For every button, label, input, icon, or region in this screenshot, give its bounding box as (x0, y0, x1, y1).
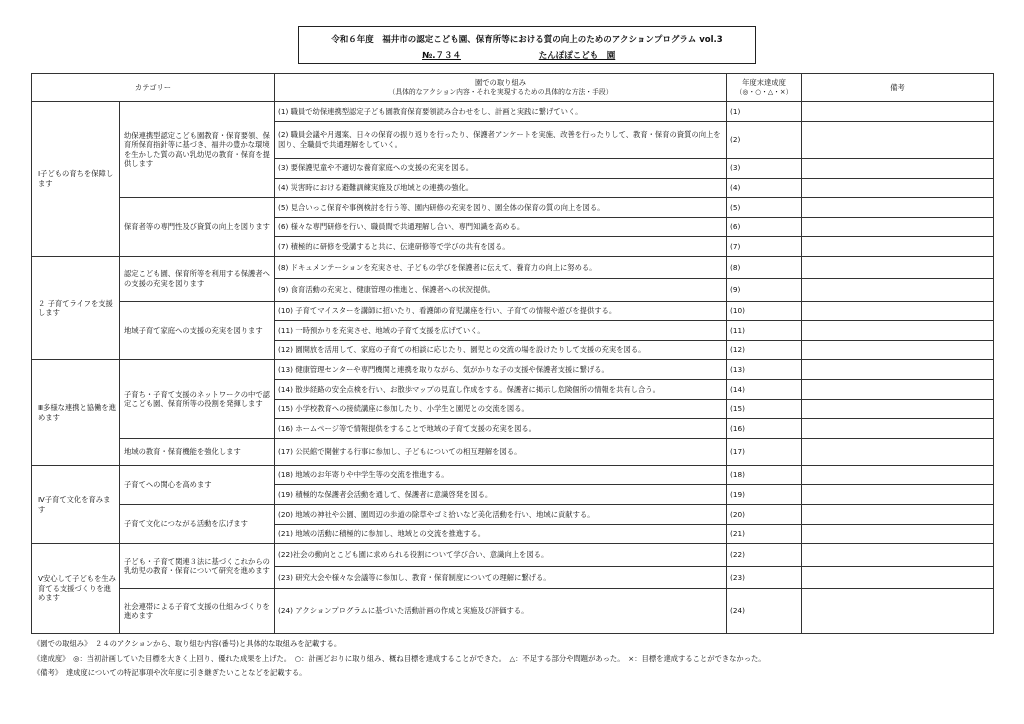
achievement-cell[interactable]: (15) (727, 399, 802, 419)
footnotes (33, 637, 766, 681)
subcategory-cell: 社会連帯による子育て支援の仕組みづくりを進めます (120, 589, 275, 634)
document-title: 令和６年度 福井市の認定こども園、保育所等における質の向上のためのアクションプログラム vol.3 (331, 35, 723, 45)
achievement-cell[interactable]: (10) (727, 301, 802, 321)
action-cell: (22)社会の動向とこども園に求められる役割について学び合い、意識向上を図る。 (275, 544, 727, 566)
category-cell: ２ 子育てライフを支援します (32, 256, 120, 360)
action-cell: (24) アクションプログラムに基づいた活動計画の作成と実施及び評価する。 (275, 589, 727, 634)
action-cell: (21) 地域の活動に積極的に参加し、地域との交流を推進する。 (275, 524, 727, 544)
remarks-cell[interactable] (802, 524, 994, 544)
remarks-cell[interactable] (802, 121, 994, 158)
remarks-cell[interactable] (802, 198, 994, 218)
achievement-cell[interactable]: (7) (727, 237, 802, 257)
action-cell: (14) 散歩経路の安全点検を行い、お散歩マップの見直し作成をする。保護者に掲示し危険個所の情報を共有し合う。 (275, 380, 727, 400)
achievement-cell[interactable]: (16) (727, 419, 802, 439)
subcategory-cell: 子育てへの関心を高めます (120, 465, 275, 504)
table-row (32, 589, 994, 634)
achievement-cell[interactable]: (13) (727, 360, 802, 380)
table-row (32, 360, 994, 380)
remarks-cell[interactable] (802, 321, 994, 341)
action-cell: (19) 積極的な保護者会活動を通して、保護者に意識啓発を図る。 (275, 485, 727, 505)
achievement-cell[interactable]: (1) (727, 102, 802, 122)
table-row (32, 301, 994, 321)
remarks-cell[interactable] (802, 380, 994, 400)
subcategory-cell: 認定こども園、保育所等を利用する保護者への支援の充実を図ります (120, 256, 275, 301)
achievement-cell[interactable]: (22) (727, 544, 802, 566)
action-cell: (12) 園開放を活用して、家庭の子育ての相談に応じたり、園児との交流の場を設けたりして支援の充実を図る。 (275, 340, 727, 360)
action-cell: (3) 要保護児童や不適切な養育家庭への支援の充実を図る。 (275, 158, 727, 178)
header-efforts (275, 74, 727, 102)
table-row (32, 102, 994, 122)
category-cell: Ⅰ子どもの育ちを保障します (32, 102, 120, 257)
action-cell: (11) 一時預かりを充実させ、地域の子育て支援を広げていく。 (275, 321, 727, 341)
remarks-cell[interactable] (802, 178, 994, 198)
facility-number: №.７３４ (422, 51, 461, 61)
header-remarks: 備考 (802, 74, 994, 102)
remarks-cell[interactable] (802, 544, 994, 566)
document-title-box (298, 26, 756, 64)
action-cell: (10) 子育てマイスターを講師に招いたり、看護師の育児講座を行い、子育ての情報や遊びを提供する。 (275, 301, 727, 321)
action-cell: (7) 積極的に研修を受講すると共に、伝達研修等で学びの共有を図る。 (275, 237, 727, 257)
subcategory-cell: 幼保連携型認定こども園教育・保育要領、保育所保育指針等に基づき、福井の豊かな環境を生かした質の高い乳幼児の教育・保育を提供します (120, 102, 275, 198)
remarks-cell[interactable] (802, 256, 994, 278)
category-cell: Ⅴ安心して子どもを生み育てる支援づくりを進めます (32, 544, 120, 634)
action-cell: (17) 公民館で開催する行事に参加し、子どもについての相互理解を図る。 (275, 438, 727, 465)
header-efforts-hint: （具体的なアクション内容・それを実現するための具体的な方法・手段） (388, 88, 613, 97)
subcategory-cell: 地域の教育・保育機能を強化します (120, 438, 275, 465)
remarks-cell[interactable] (802, 465, 994, 485)
table-row (32, 505, 994, 525)
action-cell: (9) 食育活動の充実と、健康管理の推進と、保護者への状況提供。 (275, 279, 727, 301)
table-row (32, 544, 994, 566)
achievement-cell[interactable]: (20) (727, 505, 802, 525)
action-cell: (4) 災害時における避難訓練実施及び地域との連携の強化。 (275, 178, 727, 198)
remarks-cell[interactable] (802, 158, 994, 178)
header-category: カテゴリー (32, 74, 275, 102)
remarks-cell[interactable] (802, 102, 994, 122)
achievement-cell[interactable]: (19) (727, 485, 802, 505)
achievement-cell[interactable]: (14) (727, 380, 802, 400)
achievement-cell[interactable]: (23) (727, 566, 802, 588)
remarks-cell[interactable] (802, 419, 994, 439)
remarks-cell[interactable] (802, 505, 994, 525)
achievement-cell[interactable]: (5) (727, 198, 802, 218)
achievement-cell[interactable]: (2) (727, 121, 802, 158)
achievement-cell[interactable]: (6) (727, 217, 802, 237)
action-cell: (15) 小学校教育への接続講座に参加したり、小学生と園児との交流を図る。 (275, 399, 727, 419)
action-cell: (16) ホームページ等で情報提供をすることで地域の子育て支援の充実を図る。 (275, 419, 727, 439)
achievement-cell[interactable]: (4) (727, 178, 802, 198)
header-achievement-title: 年度末達成度 (742, 77, 786, 87)
achievement-cell[interactable]: (9) (727, 279, 802, 301)
action-cell: (1) 職員で幼保連携型認定子ども園教育保育要領読み合わせをし、計画と実践に繋げていく。 (275, 102, 727, 122)
subcategory-cell: 子ども・子育て関連３法に基づくこれからの乳幼児の教育・保育について研究を進めます (120, 544, 275, 589)
subcategory-cell: 子育て文化につながる活動を広げます (120, 505, 275, 544)
remarks-cell[interactable] (802, 340, 994, 360)
action-cell: (8) ドキュメンテーションを充実させ、子どもの学びを保護者に伝えて、養育力の向上に努める。 (275, 256, 727, 278)
remarks-cell[interactable] (802, 279, 994, 301)
achievement-cell[interactable]: (21) (727, 524, 802, 544)
category-cell: Ⅳ子育て文化を育みます (32, 465, 120, 543)
achievement-cell[interactable]: (18) (727, 465, 802, 485)
category-cell: Ⅲ多様な連携と協働を進めます (32, 360, 120, 465)
achievement-cell[interactable]: (17) (727, 438, 802, 465)
table-row (32, 256, 994, 278)
action-cell: (23) 研究大会や様々な会議等に参加し、教育・保育制度についての理解に繋げる。 (275, 566, 727, 588)
remarks-cell[interactable] (802, 399, 994, 419)
table-row (32, 198, 994, 218)
achievement-cell[interactable]: (11) (727, 321, 802, 341)
remarks-cell[interactable] (802, 237, 994, 257)
action-cell: (13) 健康管理センターや専門機関と連携を取りながら、気がかりな子の支援や保護者支援に繋げる。 (275, 360, 727, 380)
subcategory-cell: 保育者等の専門性及び資質の向上を図ります (120, 198, 275, 257)
achievement-cell[interactable]: (12) (727, 340, 802, 360)
header-efforts-title: 園での取り組み (474, 77, 527, 87)
remarks-cell[interactable] (802, 485, 994, 505)
footnote-efforts: 《園での取組み》 ２４のアクションから、取り組む内容(番号)と具体的な取組みを記載する。 (33, 639, 342, 648)
subcategory-cell: 子育ち・子育て支援のネットワークの中で認定こども園、保育所等の役割を発揮します (120, 360, 275, 438)
header-row (32, 74, 994, 102)
achievement-cell[interactable]: (3) (727, 158, 802, 178)
footnote-remarks: 《備考》 達成度についての特記事項や次年度に引き継ぎたいことなどを記載する。 (33, 668, 307, 677)
header-achievement (727, 74, 802, 102)
action-cell: (18) 地域のお年寄りや中学生等の交流を推進する。 (275, 465, 727, 485)
remarks-cell[interactable] (802, 360, 994, 380)
remarks-cell[interactable] (802, 301, 994, 321)
remarks-cell[interactable] (802, 438, 994, 465)
table-row (32, 438, 994, 465)
action-program-table (31, 73, 994, 634)
remarks-cell[interactable] (802, 589, 994, 634)
facility-name: たんぽぽこども 園 (538, 51, 616, 61)
action-cell: (6) 様々な専門研修を行い、職員間で共通理解し合い、専門知識を高める。 (275, 217, 727, 237)
remarks-cell[interactable] (802, 566, 994, 588)
header-achievement-hint: （◎・○・△・×） (735, 88, 793, 97)
footnote-achievement: 《達成度》 ◎：当初計画していた目標を大きく上回り、優れた成果を上げた。 ○：計画どおりに取り組み、概ね目標を達成することができた。 △：不足する部分や問題があった。 ×：目標を達成することができなかった。 (33, 653, 766, 663)
document-subtitle (299, 49, 755, 61)
action-cell: (5) 見合いっこ保育や事例検討を行う等、園内研修の充実を図り、園全体の保育の質の向上を図る。 (275, 198, 727, 218)
achievement-cell[interactable]: (8) (727, 256, 802, 278)
table-row (32, 465, 994, 485)
action-cell: (20) 地域の神社や公園、園周辺の歩道の除草やゴミ拾いなど美化活動を行い、地域に貢献する。 (275, 505, 727, 525)
achievement-cell[interactable]: (24) (727, 589, 802, 634)
subcategory-cell: 地域子育て家庭への支援の充実を図ります (120, 301, 275, 360)
remarks-cell[interactable] (802, 217, 994, 237)
action-cell: (2) 職員会議や月週案、日々の保育の振り返りを行ったり、保護者アンケートを実施、改善を行ったりして、教育・保育の資質の向上を図り、全職員で共通理解をしていく。 (275, 121, 727, 158)
